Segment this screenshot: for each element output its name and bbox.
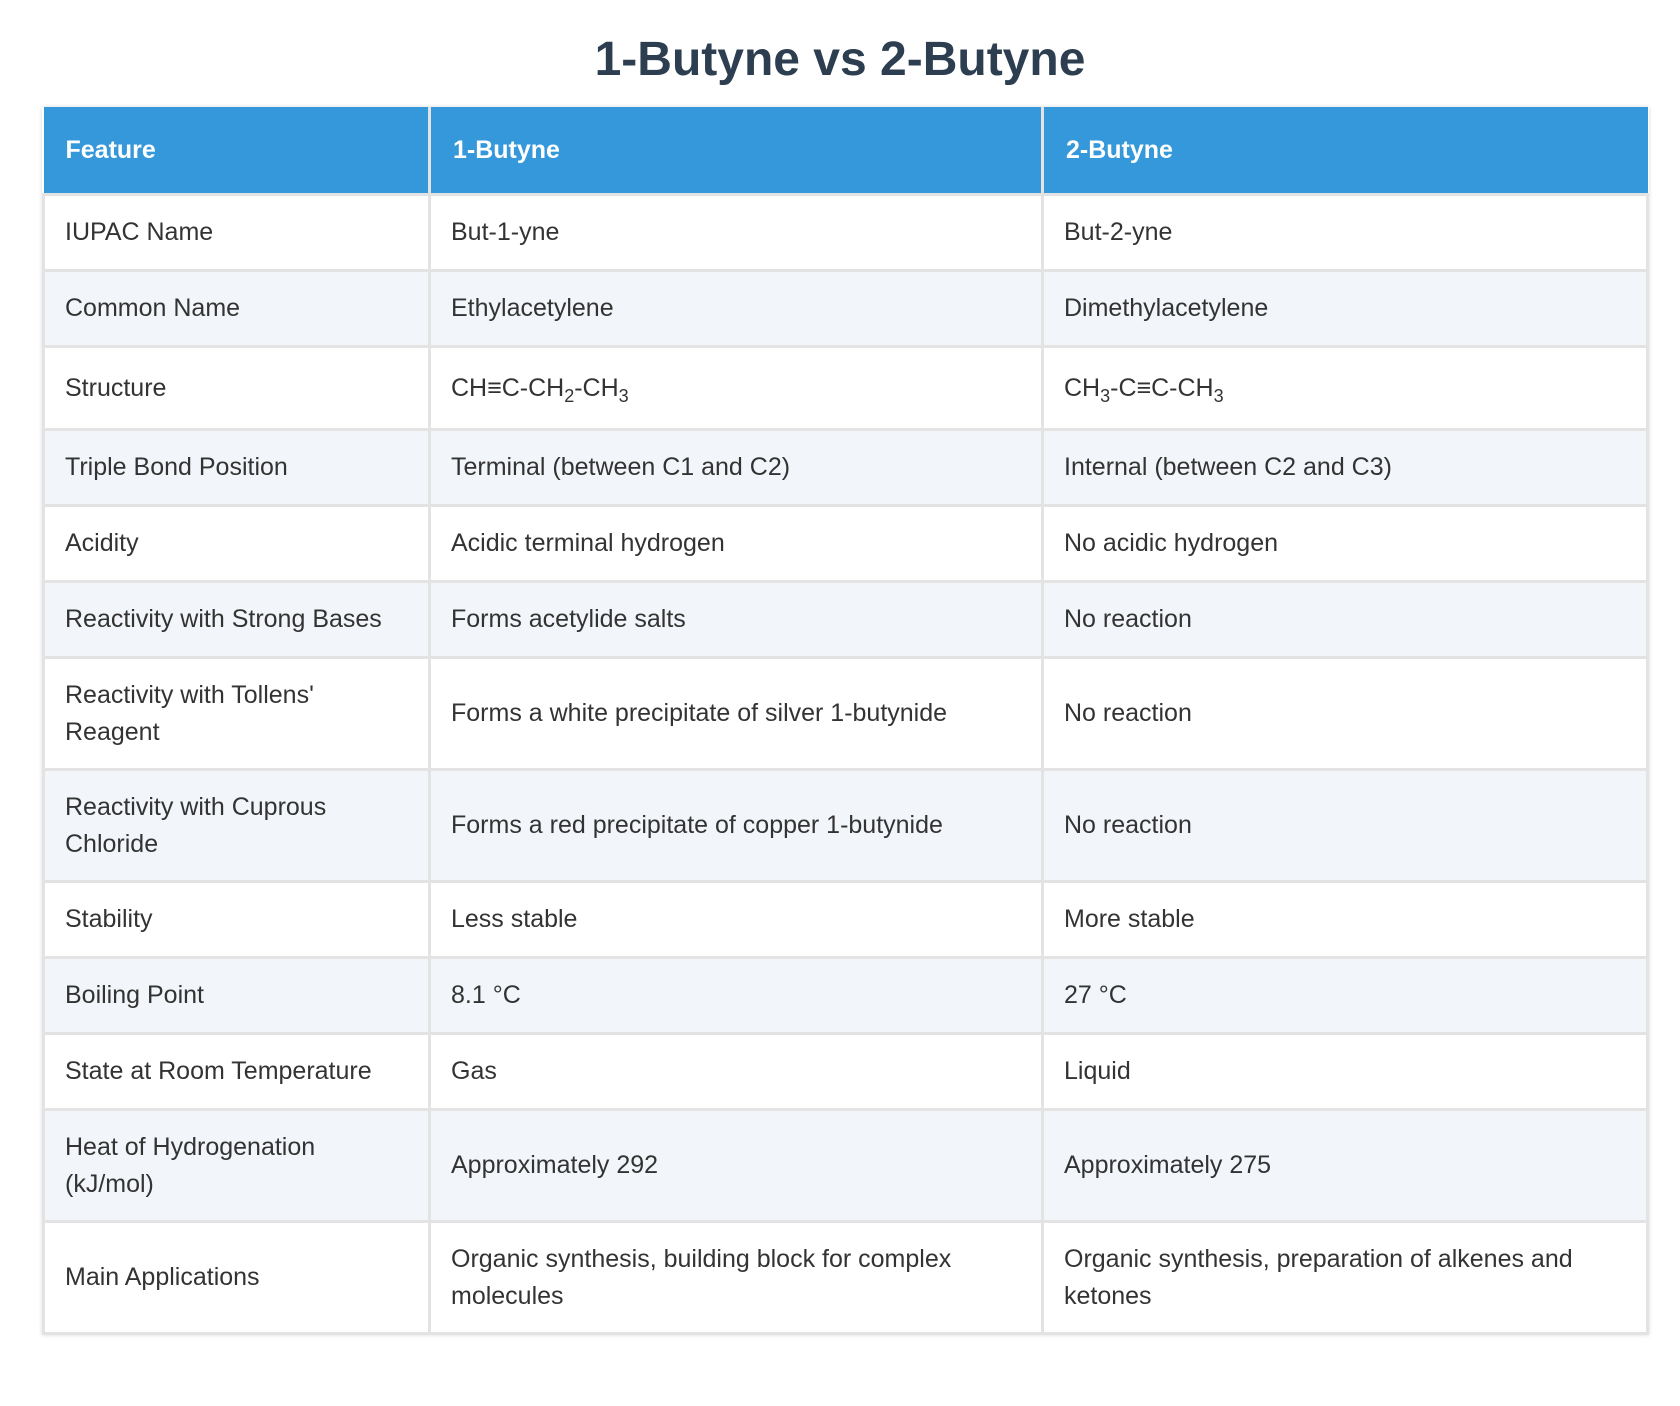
feature-cell: Heat of Hydrogenation (kJ/mol): [44, 1110, 430, 1222]
table-row: [44, 271, 1648, 347]
feature-cell: Structure: [44, 347, 430, 430]
butyne2-cell: Liquid: [1043, 1034, 1648, 1110]
formula-subscript: 3: [1213, 385, 1224, 406]
feature-cell: Reactivity with Cuprous Chloride: [44, 770, 430, 882]
butyne1-cell: Organic synthesis, building block for complex molecules: [430, 1222, 1043, 1334]
butyne1-structure-formula: [430, 347, 1043, 430]
column-header-feature: Feature: [44, 107, 430, 195]
butyne2-structure-formula: [1043, 347, 1648, 430]
page-title: 1-Butyne vs 2-Butyne: [594, 33, 1086, 86]
butyne2-cell: Approximately 275: [1043, 1110, 1648, 1222]
feature-cell: Boiling Point: [44, 958, 430, 1034]
table-row: [44, 1110, 1648, 1222]
table-row: [44, 347, 1648, 430]
butyne1-cell: 8.1 °C: [430, 958, 1043, 1034]
feature-cell: Common Name: [44, 271, 430, 347]
butyne2-cell: But-2-yne: [1043, 195, 1648, 271]
table-header-row: [44, 107, 1648, 195]
formula-subscript: 2: [564, 385, 575, 406]
butyne1-cell: Acidic terminal hydrogen: [430, 506, 1043, 582]
butyne2-cell: 27 °C: [1043, 958, 1648, 1034]
feature-cell: State at Room Temperature: [44, 1034, 430, 1110]
feature-cell: Reactivity with Strong Bases: [44, 582, 430, 658]
butyne2-cell: Organic synthesis, preparation of alkenes and ketones: [1043, 1222, 1648, 1334]
table-row: [44, 958, 1648, 1034]
butyne2-cell: No reaction: [1043, 582, 1648, 658]
table-row: [44, 582, 1648, 658]
feature-cell: Main Applications: [44, 1222, 430, 1334]
butyne1-cell: Approximately 292: [430, 1110, 1043, 1222]
butyne1-cell: But-1-yne: [430, 195, 1043, 271]
butyne2-cell: Internal (between C2 and C3): [1043, 430, 1648, 506]
formula-text: -C≡C-CH: [1110, 373, 1214, 402]
formula-text: -CH: [574, 373, 619, 402]
formula-subscript: 3: [618, 385, 629, 406]
formula-subscript: 3: [1100, 385, 1111, 406]
feature-cell: Stability: [44, 882, 430, 958]
butyne1-cell: Terminal (between C1 and C2): [430, 430, 1043, 506]
feature-cell: Acidity: [44, 506, 430, 582]
feature-cell: Reactivity with Tollens' Reagent: [44, 658, 430, 770]
table-row: [44, 770, 1648, 882]
column-header-1-butyne: 1-Butyne: [430, 107, 1043, 195]
table-row: [44, 430, 1648, 506]
butyne1-cell: Forms a red precipitate of copper 1-butynide: [430, 770, 1043, 882]
butyne1-cell: Less stable: [430, 882, 1043, 958]
butyne1-cell: Forms a white precipitate of silver 1-butynide: [430, 658, 1043, 770]
butyne2-cell: Dimethylacetylene: [1043, 271, 1648, 347]
butyne2-cell: No reaction: [1043, 770, 1648, 882]
table-row: [44, 882, 1648, 958]
butyne1-cell: Gas: [430, 1034, 1043, 1110]
butyne1-cell: Ethylacetylene: [430, 271, 1043, 347]
butyne1-cell: Forms acetylide salts: [430, 582, 1043, 658]
table-row: [44, 1222, 1648, 1334]
formula-text: CH≡C-CH: [451, 373, 565, 402]
feature-cell: IUPAC Name: [44, 195, 430, 271]
table-row: [44, 195, 1648, 271]
formula-text: CH: [1064, 373, 1101, 402]
table-row: [44, 1034, 1648, 1110]
butyne2-cell: More stable: [1043, 882, 1648, 958]
butyne2-cell: No acidic hydrogen: [1043, 506, 1648, 582]
column-header-2-butyne: 2-Butyne: [1043, 107, 1648, 195]
feature-cell: Triple Bond Position: [44, 430, 430, 506]
table-row: [44, 658, 1648, 770]
butyne2-cell: No reaction: [1043, 658, 1648, 770]
table-row: [44, 506, 1648, 582]
comparison-table: [42, 107, 1649, 1335]
